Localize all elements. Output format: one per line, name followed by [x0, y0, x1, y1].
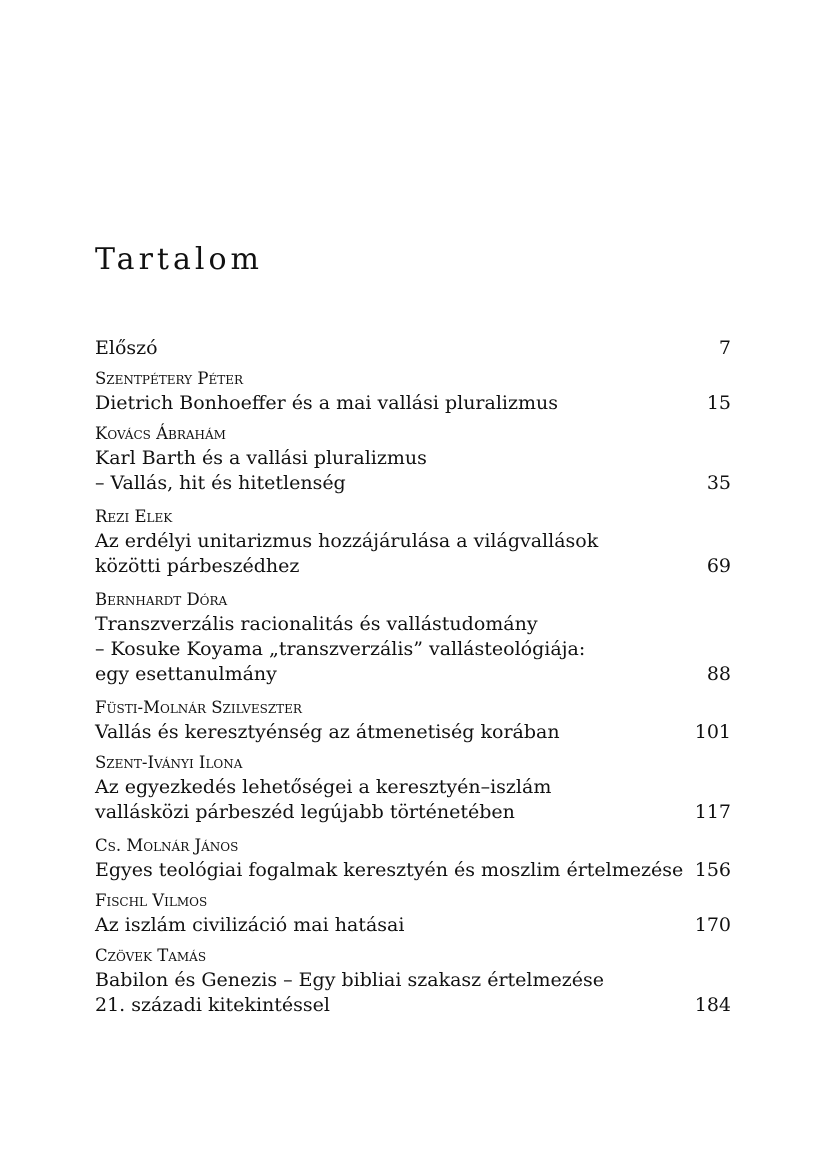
page-number: 15 [706, 392, 731, 414]
page-title: Tartalom [95, 242, 263, 277]
table-of-contents [95, 336, 731, 1018]
entry-title: Az iszlám civilizáció mai hatásai [95, 914, 405, 936]
entry-author: Kovács Ábrahám [95, 424, 226, 443]
entry-subtitle: – Kosuke Koyama „transzverzális” vallásteológiája: [95, 638, 586, 660]
entry-author: Rezi Elek [95, 507, 173, 526]
toc-entry [95, 751, 731, 825]
toc-entry [95, 505, 731, 579]
page-number: 35 [706, 472, 731, 494]
page-number: 156 [694, 859, 731, 881]
entry-author: Cs. Molnár János [95, 836, 239, 855]
toc-entry [95, 889, 731, 938]
entry-author: Szentpétery Péter [95, 369, 243, 388]
entry-title: Az erdélyi unitarizmus hozzájárulása a világvallások [95, 530, 599, 552]
entry-author: Czövek Tamás [95, 946, 207, 965]
toc-entry [95, 422, 731, 496]
entry-author: Füsti-Molnár Szilveszter [95, 698, 302, 717]
page-number: 170 [694, 914, 731, 936]
entry-subtitle-continued: egy esettanulmány [95, 663, 277, 685]
toc-entry-eloszo [95, 336, 731, 361]
entry-title: Babilon és Genezis – Egy bibliai szakasz értelmezése [95, 969, 605, 991]
entry-title: Vallás és keresztyénség az átmenetiség korában [95, 721, 560, 743]
entry-title-continued: 21. századi kitekintéssel [95, 994, 330, 1016]
entry-subtitle: – Vallás, hit és hitetlenség [95, 472, 346, 494]
entry-title: Karl Barth és a vallási pluralizmus [95, 447, 427, 469]
entry-title: Előszó [95, 337, 158, 359]
toc-entry [95, 588, 731, 687]
toc-entry [95, 696, 731, 745]
page-number: 117 [694, 801, 731, 823]
entry-author: Szent-Iványi Ilona [95, 753, 243, 772]
entry-title: Transzverzális racionalitás és vallástudomány [95, 613, 538, 635]
page-number: 69 [706, 555, 731, 577]
entry-title: Egyes teológiai fogalmak keresztyén és moszlim értelmezése [95, 859, 684, 881]
toc-entry [95, 367, 731, 416]
entry-author: Bernhardt Dóra [95, 590, 228, 609]
entry-author: Fischl Vilmos [95, 891, 208, 910]
entry-title: Dietrich Bonhoeffer és a mai vallási pluralizmus [95, 392, 559, 414]
toc-entry [95, 834, 731, 883]
page-number: 184 [694, 994, 731, 1016]
toc-entry [95, 944, 731, 1018]
entry-title-continued: közötti párbeszédhez [95, 555, 300, 577]
page-number: 7 [718, 337, 731, 359]
entry-title-continued: vallásközi párbeszéd legújabb történetében [95, 801, 515, 823]
page-number: 101 [694, 721, 731, 743]
page-number: 88 [706, 663, 731, 685]
entry-title: Az egyezkedés lehetőségei a keresztyén–iszlám [95, 776, 552, 798]
